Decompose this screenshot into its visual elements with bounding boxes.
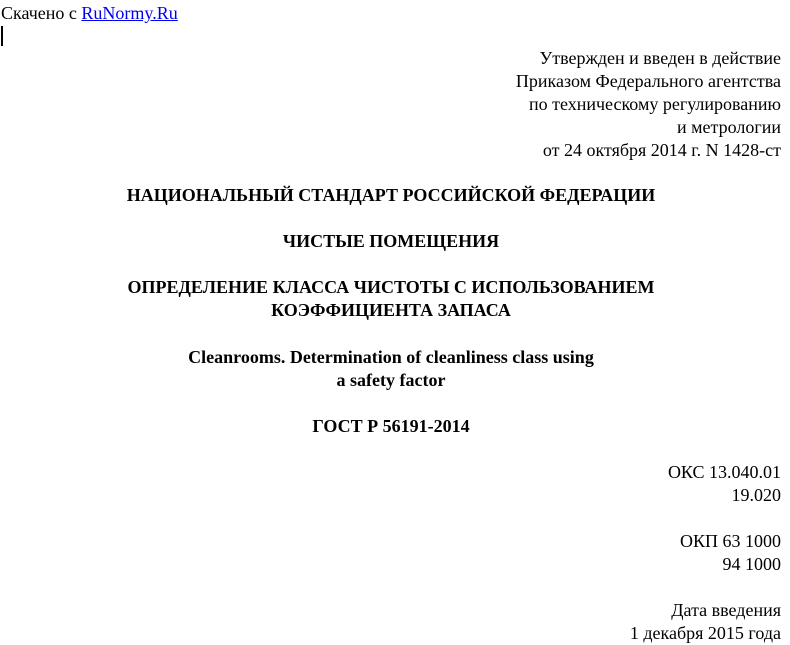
topic-text: ЧИСТЫЕ ПОМЕЩЕНИЯ bbox=[282, 231, 500, 251]
text-cursor bbox=[1, 26, 3, 46]
effective-date-label: Дата введения bbox=[671, 600, 781, 620]
approval-block bbox=[516, 47, 781, 162]
subject-line-1: ОПРЕДЕЛЕНИЕ КЛАССА ЧИСТОТЫ С ИСПОЛЬЗОВАНИЕМ bbox=[127, 277, 655, 297]
downloaded-prefix: Скачено с bbox=[1, 3, 77, 23]
approval-line: Приказом Федерального агентства bbox=[515, 71, 781, 91]
okp-code-line-1: ОКП 63 1000 bbox=[679, 531, 781, 551]
topic-heading bbox=[0, 230, 782, 253]
national-standard-heading bbox=[0, 184, 782, 207]
approval-line: и метрологии bbox=[677, 117, 781, 137]
english-title bbox=[0, 346, 782, 392]
okp-code-block bbox=[680, 530, 781, 576]
gost-designation-text: ГОСТ Р 56191-2014 bbox=[312, 416, 470, 436]
english-title-line-2: a safety factor bbox=[336, 370, 446, 390]
download-source-line bbox=[1, 2, 178, 25]
oks-code-block bbox=[668, 461, 781, 507]
national-standard-text: НАЦИОНАЛЬНЫЙ СТАНДАРТ РОССИЙСКОЙ ФЕДЕРАЦИИ bbox=[126, 185, 656, 205]
subject-line-2: КОЭФФИЦИЕНТА ЗАПАСА bbox=[271, 300, 511, 320]
oks-code-line-1: ОКС 13.040.01 bbox=[667, 462, 781, 482]
approval-line: по техническому регулированию bbox=[528, 94, 781, 114]
approval-line: от 24 октября 2014 г. N 1428-ст bbox=[542, 140, 781, 160]
gost-designation bbox=[0, 415, 782, 438]
effective-date-value: 1 декабря 2015 года bbox=[629, 623, 781, 643]
okp-code-line-2: 94 1000 bbox=[722, 554, 781, 574]
effective-date-block bbox=[630, 599, 781, 645]
runormy-link[interactable]: RuNormy.Ru bbox=[81, 3, 178, 23]
subject-heading bbox=[0, 276, 782, 322]
oks-code-line-2: 19.020 bbox=[731, 485, 781, 505]
approval-line: Утвержден и введен в действие bbox=[539, 48, 781, 68]
english-title-line-1: Cleanrooms. Determination of cleanliness class using bbox=[188, 347, 594, 367]
